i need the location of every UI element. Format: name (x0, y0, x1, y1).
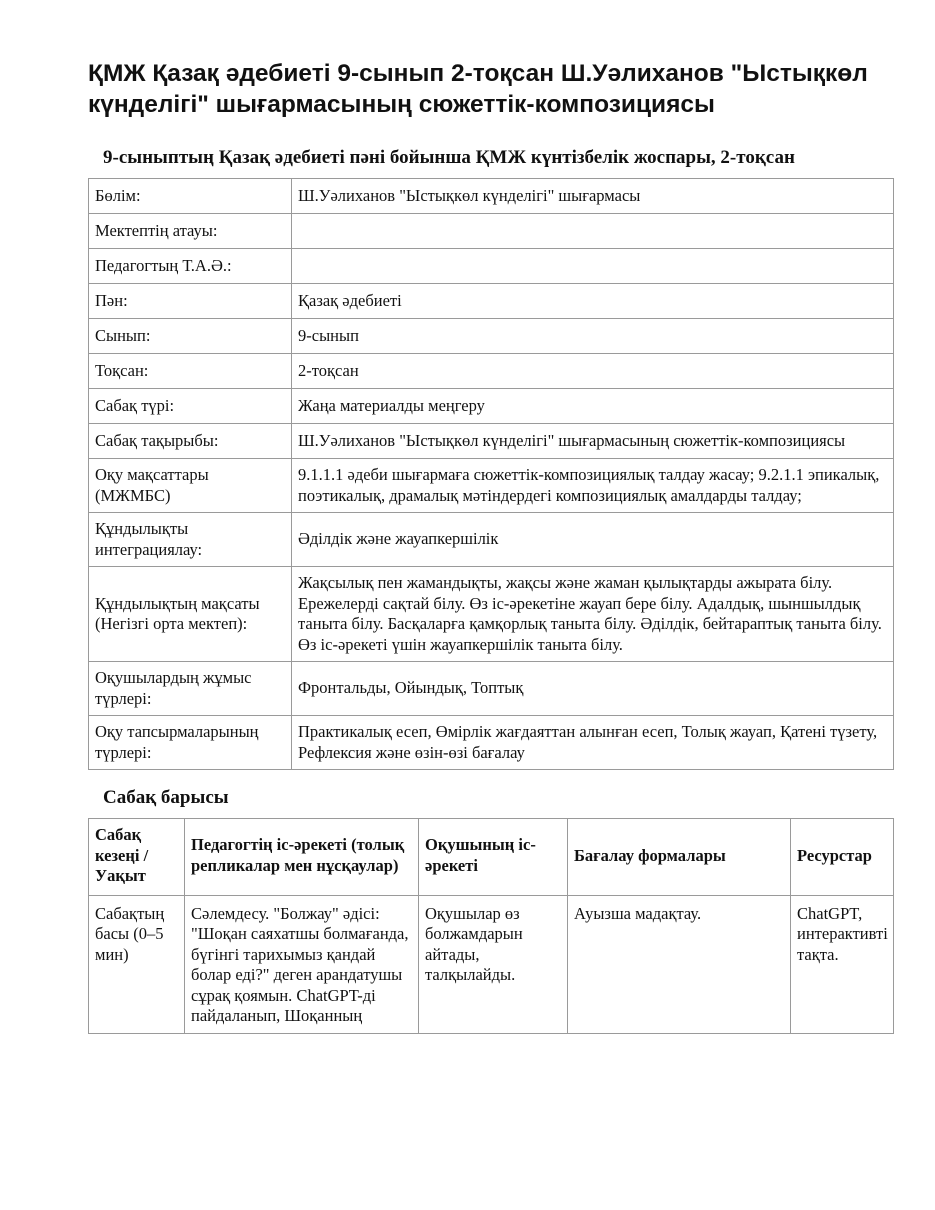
info-value: Ш.Уәлиханов "Ыстықкөл күнделігі" шығармасы (292, 179, 894, 214)
info-key: Пән: (89, 284, 292, 319)
lesson-cell-stage: Сабақтың басы (0–5 мин) (89, 895, 185, 1033)
info-row (89, 249, 894, 284)
header-teacher: Педагогтің іс-әрекеті (толық репликалар мен нұсқаулар) (185, 819, 419, 896)
info-key: Оқу мақсаттары (МЖМБС) (89, 459, 292, 513)
info-row (89, 662, 894, 716)
info-key: Сабақ тақырыбы: (89, 424, 292, 459)
lesson-header-row (89, 819, 894, 896)
lesson-row (89, 895, 894, 1033)
lesson-progress-heading: Сабақ барысы (103, 787, 229, 808)
info-row (89, 354, 894, 389)
lesson-cell-assessment: Ауызша мадақтау. (568, 895, 791, 1033)
info-row (89, 389, 894, 424)
info-row (89, 424, 894, 459)
info-value: 2-тоқсан (292, 354, 894, 389)
plan-subtitle: 9-сыныптың Қазақ әдебиеті пәні бойынша ҚМЖ күнтізбелік жоспары, 2-тоқсан (103, 147, 795, 168)
info-key: Бөлім: (89, 179, 292, 214)
info-row (89, 513, 894, 567)
info-value (292, 214, 894, 249)
document-page (88, 58, 893, 1034)
info-row (89, 214, 894, 249)
lesson-cell-teacher: Сәлемдесу. "Болжау" әдісі: "Шоқан саяхатшы болмағанда, бүгінгі тарихымыз қандай болар еді?" деген арандатушы сұрақ қоямын. ChatGPT-ді пайдаланып, Шоқанның (185, 895, 419, 1033)
info-value: Жақсылық пен жамандықты, жақсы және жаман қылықтарды ажырата білу. Ережелерді сақтай білу. Өз іс-әрекетіне жауап бере білу. Адалдық, шыншылдық таныта білу. Басқаларға қамқорлық таныта білу. Әділдік, бейтараптық таныта білу. Өз іс-әрекеті үшін жауапкершілік таныта білу. (292, 567, 894, 662)
header-assessment: Бағалау формалары (568, 819, 791, 896)
info-value: Ш.Уәлиханов "Ыстықкөл күнделігі" шығармасының сюжеттік-композициясы (292, 424, 894, 459)
info-row (89, 459, 894, 513)
info-key: Құндылықтың мақсаты (Негізгі орта мектеп): (89, 567, 292, 662)
lesson-cell-resources: ChatGPT, интерактивті тақта. (791, 895, 894, 1033)
info-value: Әділдік және жауапкершілік (292, 513, 894, 567)
info-key: Педагогтың Т.А.Ә.: (89, 249, 292, 284)
info-key: Оқушылардың жұмыс түрлері: (89, 662, 292, 716)
info-key: Тоқсан: (89, 354, 292, 389)
info-value (292, 249, 894, 284)
info-row (89, 179, 894, 214)
info-value: 9.1.1.1 әдеби шығармаға сюжеттік-композициялық талдау жасау; 9.2.1.1 эпикалық, поэтикалық, драмалық мәтіндердегі композициялық амалдарды талдау; (292, 459, 894, 513)
info-value: Қазақ әдебиеті (292, 284, 894, 319)
info-row (89, 567, 894, 662)
info-key: Мектептің атауы: (89, 214, 292, 249)
info-key: Сынып: (89, 319, 292, 354)
lesson-progress-table (88, 818, 894, 1034)
info-value: 9-сынып (292, 319, 894, 354)
info-key: Сабақ түрі: (89, 389, 292, 424)
info-value: Жаңа материалды меңгеру (292, 389, 894, 424)
header-resources: Ресурстар (791, 819, 894, 896)
lesson-cell-student: Оқушылар өз болжамдарын айтады, талқылайды. (419, 895, 568, 1033)
info-row (89, 319, 894, 354)
page-title: ҚМЖ Қазақ әдебиеті 9-сынып 2-тоқсан Ш.Уәлиханов "Ыстықкөл күнделігі" шығармасының сюжеттік-композициясы (88, 60, 868, 118)
info-row (89, 716, 894, 770)
info-key: Құндылықты интеграциялау: (89, 513, 292, 567)
info-row (89, 284, 894, 319)
header-stage: Сабақ кезеңі / Уақыт (89, 819, 185, 896)
info-key: Оқу тапсырмаларының түрлері: (89, 716, 292, 770)
info-value: Практикалық есеп, Өмірлік жағдаяттан алынған есеп, Толық жауап, Қатені түзету, Рефлексия және өзін-өзі бағалау (292, 716, 894, 770)
header-student: Оқушының іс-әрекеті (419, 819, 568, 896)
lesson-info-table (88, 178, 894, 770)
info-value: Фронтальды, Ойындық, Топтық (292, 662, 894, 716)
